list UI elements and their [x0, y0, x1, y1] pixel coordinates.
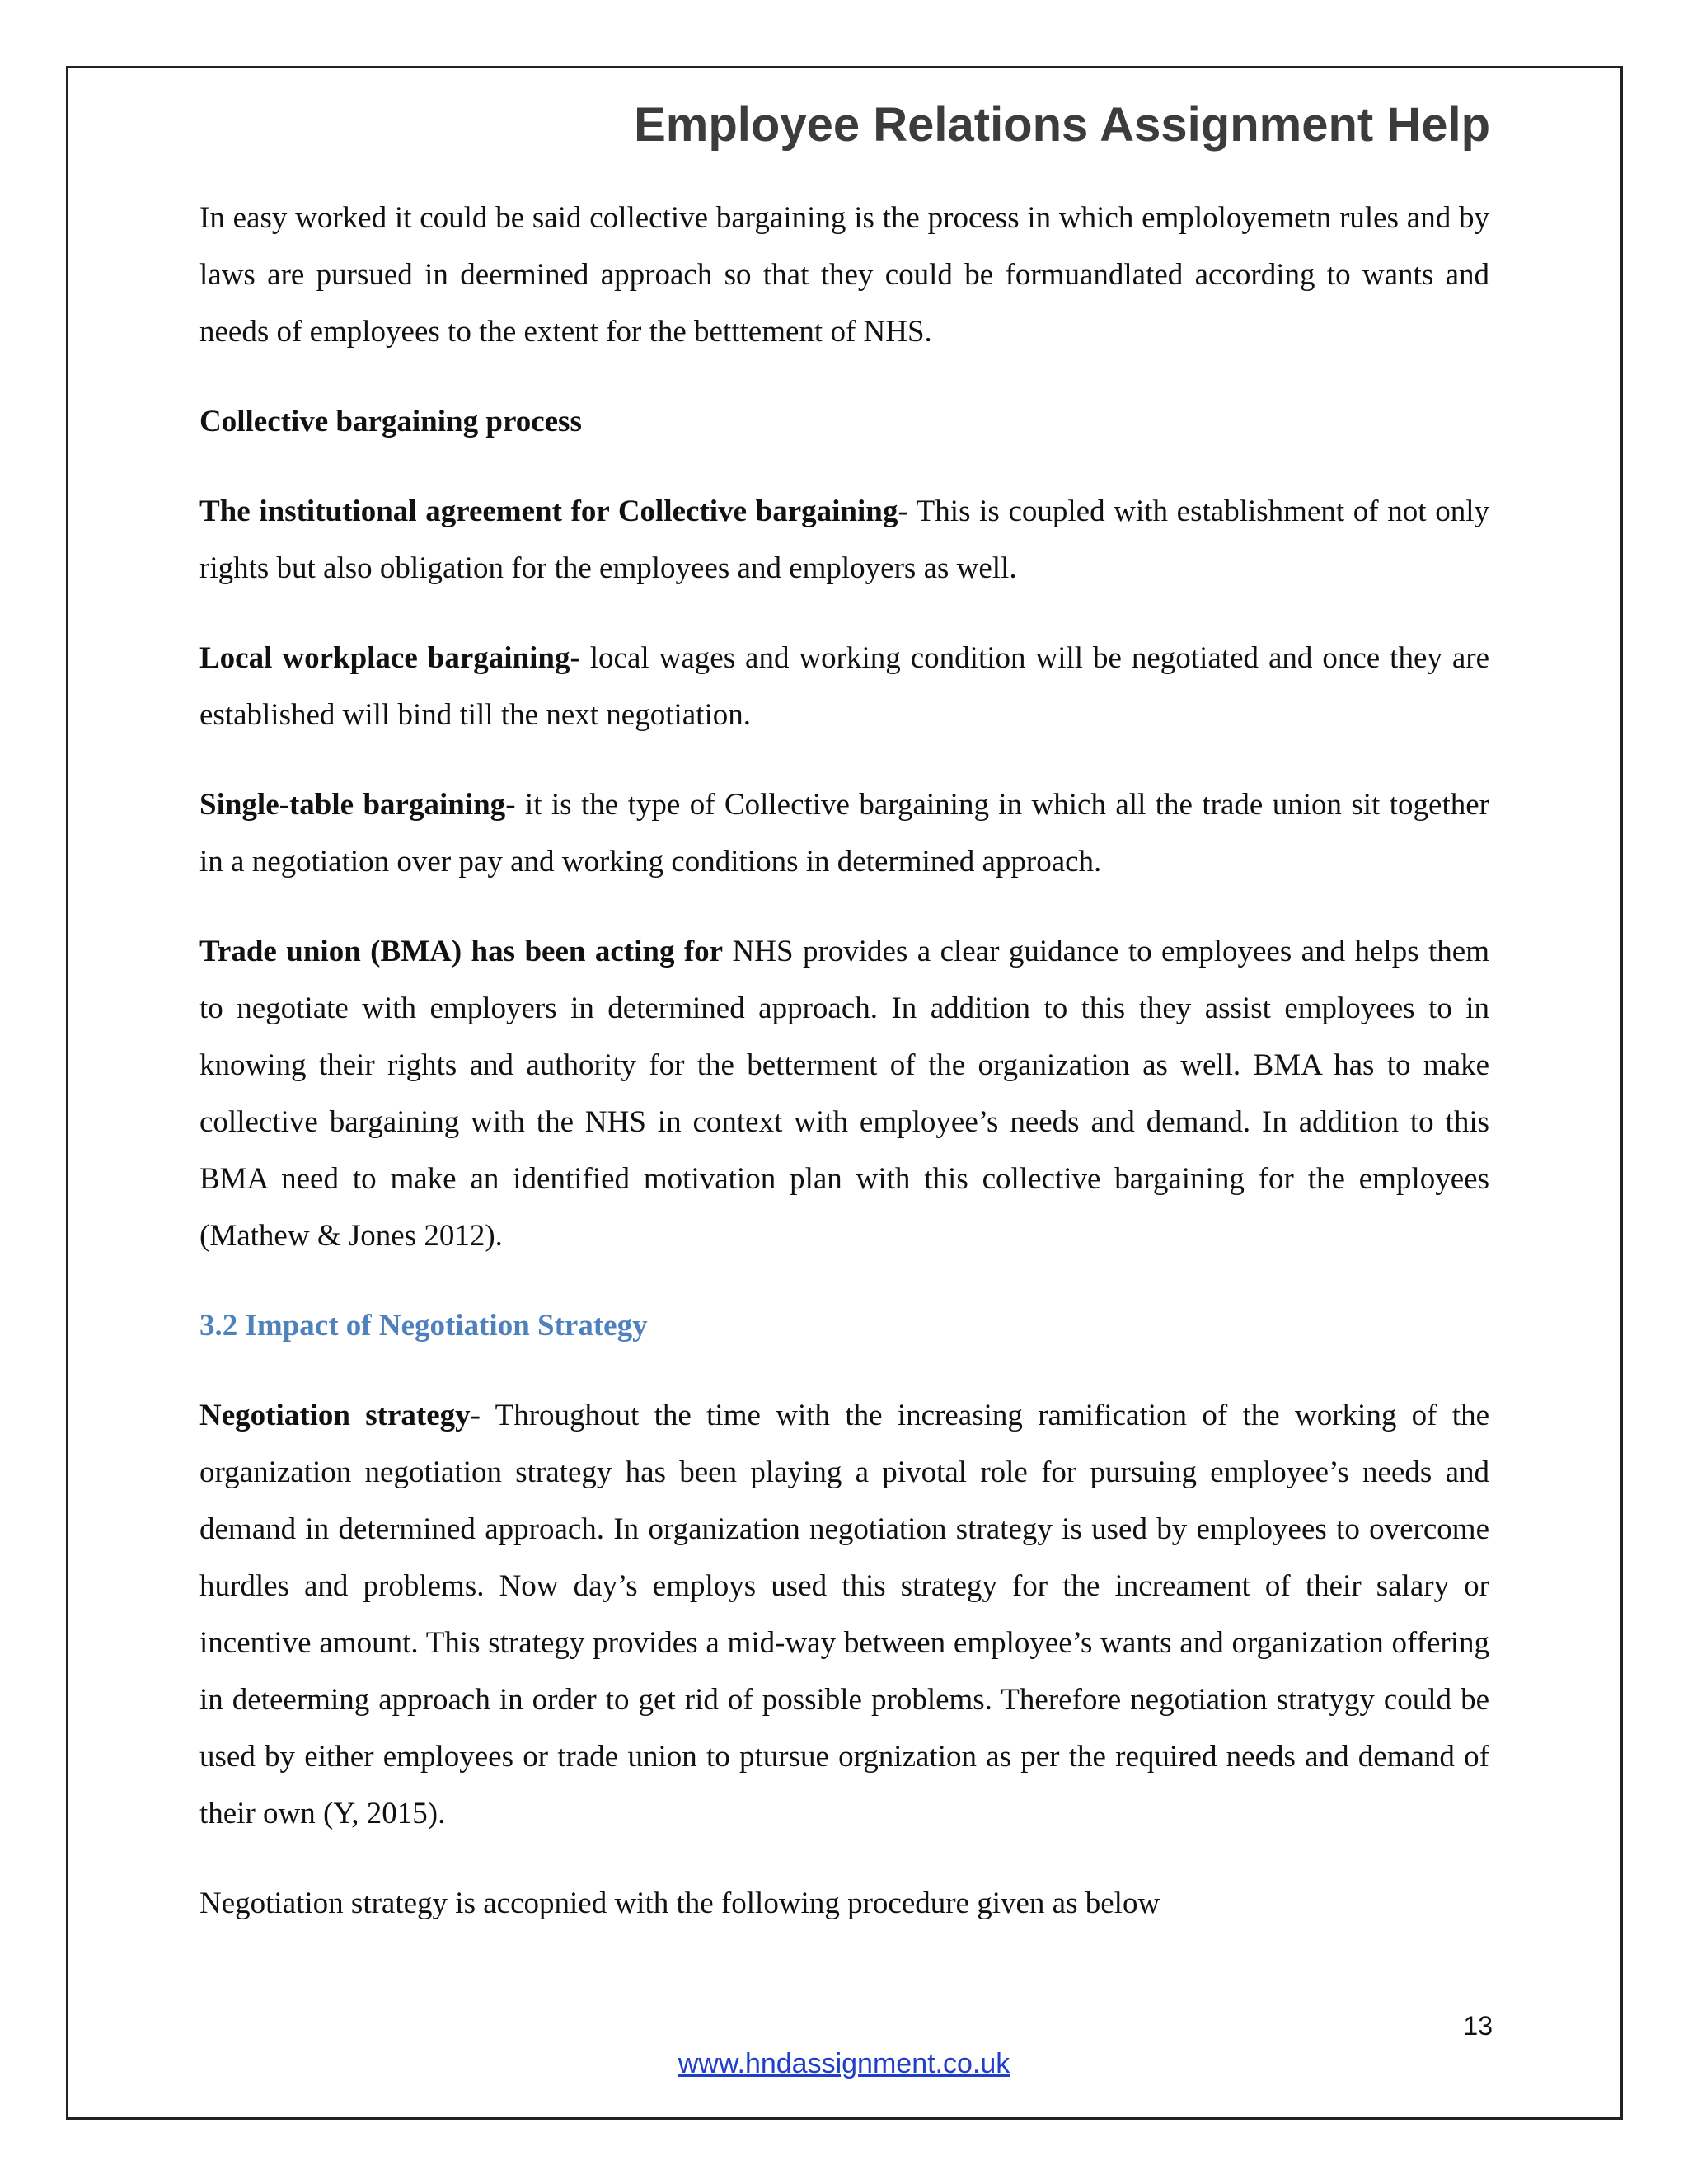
website-link[interactable]: www.hndassignment.co.uk [678, 2048, 1010, 2079]
page-title: Employee Relations Assignment Help [634, 98, 1490, 152]
term: Local workplace bargaining [199, 641, 570, 675]
intro-paragraph: In easy worked it could be said collective bargaining is the process in which emploloyemetn rules and by laws are pursued in deermined approach so that they could be formuandlated according to wants and needs of employees to the extent for the betttement of NHS. [199, 201, 1489, 349]
closing-paragraph: Negotiation strategy is accopnied with the following procedure given as below [199, 1886, 1160, 1920]
section-heading: 3.2 Impact of Negotiation Strategy [199, 1309, 648, 1343]
definition: - it is the type of Collective bargaining in which all the trade union sit together in a negotiation over pay and working conditions in determined approach. [199, 788, 1489, 879]
paragraph-single-table-bargaining [199, 776, 1489, 890]
subheading: Collective bargaining process [199, 405, 582, 438]
paragraph-negotiation-strategy [199, 1387, 1489, 1842]
definition: - This is coupled with establishment of not only rights but also obligation for the employees and employers as well. [199, 494, 1489, 585]
term: Negotiation strategy [199, 1399, 471, 1432]
definition: - Throughout the time with the increasing ramification of the working of the organization negotiation strategy has been playing a pivotal role for pursuing employee’s needs and demand in determined approach. In organization negotiation strategy is used by employees to overcome hurdles and problems. Now day’s employs used this strategy for the increament of their salary or incentive amount. This strategy provides a mid-way between employee’s wants and organization offering in deteerming approach in order to get rid of possible problems. Therefore negotiation stratygy could be used by either employees or trade union to ptursue orgnization as per the required needs and demand of their own (Y, 2015). [199, 1399, 1490, 1830]
paragraph-institutional-agreement [199, 483, 1489, 597]
paragraph-local-workplace-bargaining [199, 630, 1489, 743]
term: Single-table bargaining [199, 788, 506, 822]
term: The institutional agreement for Collective bargaining [199, 494, 898, 528]
document-body [199, 190, 1489, 1965]
paragraph-trade-union [199, 923, 1489, 1264]
definition: NHS provides a clear guidance to employees and helps them to negotiate with employers in determined approach. In addition to this they assist employees to in knowing their rights and authority for the betterment of the organization as well. BMA has to make collective bargaining with the NHS in context with employee’s needs and demand. In addition to this BMA need to make an identified motivation plan with this collective bargaining for the employees (Mathew & Jones 2012). [199, 935, 1489, 1253]
definition: - local wages and working condition will be negotiated and once they are established will bind till the next negotiation. [199, 641, 1489, 732]
page-number: 13 [1463, 2011, 1493, 2041]
term: Trade union (BMA) has been acting for [199, 935, 724, 968]
